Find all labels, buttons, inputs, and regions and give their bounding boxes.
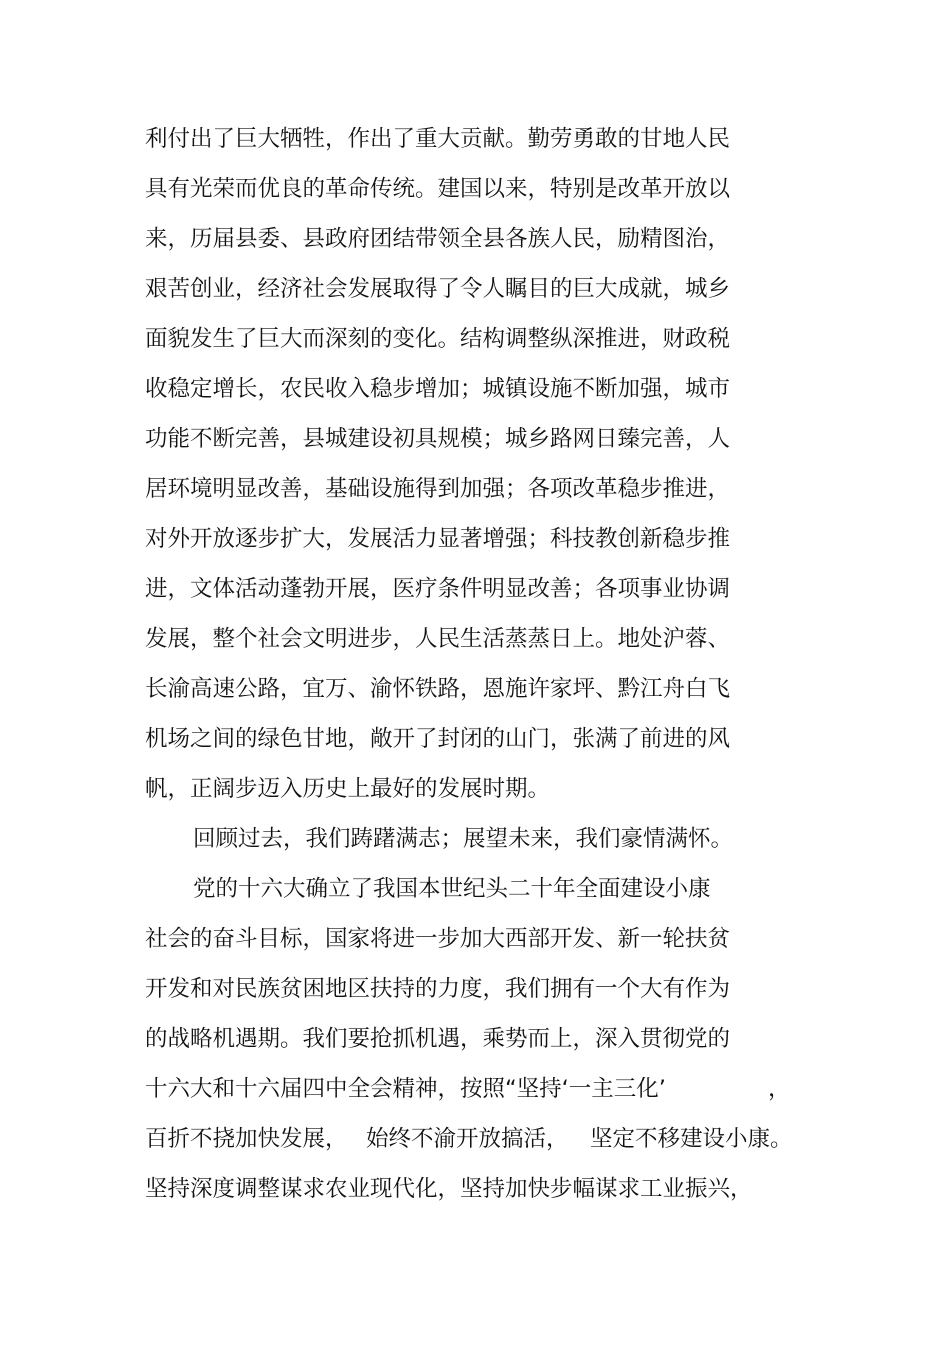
body-line-12: 长渝高速公路，宜万、渝怀铁路，恩施许家坪、黔江舟白飞 <box>145 676 731 702</box>
body-line-5: 面貌发生了巨大而深刻的变化。结构调整纵深推进，财政税 <box>145 326 731 352</box>
body-line-8: 居环境明显改善，基础设施得到加强；各项改革稳步推进， <box>145 476 731 502</box>
body-line-10: 进，文体活动蓬勃开展，医疗条件明显改善；各项事业协调 <box>145 576 731 602</box>
body-line-6: 收稳定增长，农民收入稳步增加；城镇设施不断加强，城市 <box>145 376 731 402</box>
body-line-1: 利付出了巨大牺牲，作出了重大贡献。勤劳勇敢的甘地人民 <box>145 126 731 152</box>
body-line-4: 艰苦创业，经济社会发展取得了令人瞩目的巨大成就，城乡 <box>145 276 731 302</box>
body-line-13: 机场之间的绿色甘地，敞开了封闭的山门，张满了前进的风 <box>145 726 731 752</box>
body-line-11: 发展，整个社会文明进步，人民生活蒸蒸日上。地处沪蓉、 <box>145 626 731 652</box>
paragraph-3-line-2: 社会的奋斗目标，国家将进一步加大西部开发、新一轮扶贫 <box>145 926 731 952</box>
body-line-2: 具有光荣而优良的革命传统。建国以来，特别是改革开放以 <box>145 176 731 202</box>
paragraph-2-line-1: 回顾过去，我们踌躇满志；展望未来，我们豪情满怀。 <box>193 826 734 852</box>
paragraph-3-line-7: 坚持深度调整谋求农业现代化，坚持加快步幅谋求工业振兴， <box>145 1176 753 1202</box>
body-line-3: 来，历届县委、县政府团结带领全县各族人民，励精图治， <box>145 226 731 252</box>
paragraph-3-line-6-part-3: 坚定不移建设小康。 <box>590 1126 793 1152</box>
paragraph-3-line-5-comma: ， <box>768 1076 791 1102</box>
paragraph-3-line-3: 开发和对民族贫困地区扶持的力度，我们拥有一个大有作为 <box>145 976 731 1002</box>
body-line-7: 功能不断完善，县城建设初具规模；城乡路网日臻完善，人 <box>145 426 731 452</box>
paragraph-3-line-1: 党的十六大确立了我国本世纪头二十年全面建设小康 <box>193 876 711 902</box>
paragraph-3-line-6-part-1: 百折不挠加快发展， <box>145 1126 348 1152</box>
paragraph-3-line-5: 十六大和十六届四中全会精神，按照“坚持‘一主三化’ <box>145 1076 666 1102</box>
body-line-9: 对外开放逐步扩大，发展活力显著增强；科技教创新稳步推 <box>145 526 731 552</box>
paragraph-3-line-6-part-2: 始终不渝开放搞活， <box>366 1126 569 1152</box>
body-line-14: 帆，正阔步迈入历史上最好的发展时期。 <box>145 776 551 802</box>
paragraph-3-line-4: 的战略机遇期。我们要抢抓机遇，乘势而上，深入贯彻党的 <box>145 1026 731 1052</box>
